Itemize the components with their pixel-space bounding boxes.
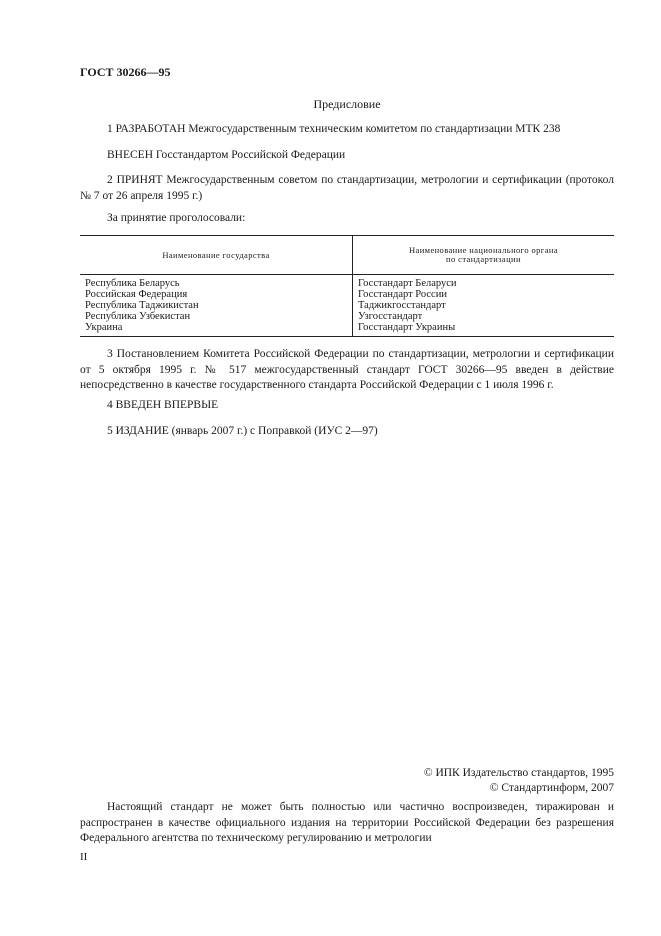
paragraph-submitted: ВНЕСЕН Госстандартом Российской Федерации	[107, 149, 346, 161]
body-cell: Госстандарт Беларуси	[358, 278, 457, 289]
table-header-row	[80, 236, 614, 275]
body-cell: Таджикгосстандарт	[358, 300, 446, 312]
copyright-line-standartinform: © Стандартинформ, 2007	[489, 781, 614, 794]
table-row	[80, 289, 614, 300]
column-header-state: Наименование государства	[80, 236, 353, 275]
voting-table	[80, 235, 614, 337]
state-cell: Республика Таджикистан	[80, 300, 353, 311]
table-row	[80, 311, 614, 322]
table-row	[80, 275, 614, 290]
column-header-body-line1: Наименование национального органа	[409, 245, 558, 256]
state-cell: Украина	[80, 322, 353, 337]
column-header-body-line2: по стандартизации	[446, 254, 521, 264]
paragraph-adopted: 2 ПРИНЯТ Межгосударственным советом по стандартизации, метрологии и сертификации (протокол № 7 от 26 апреля 1995 г.)	[80, 174, 614, 202]
foreword-title: Предисловие	[313, 97, 381, 111]
reproduction-notice: Настоящий стандарт не может быть полностью или частично воспроизведен, тиражирован и распространен в качестве официального издания на территории Российской Федерации без разрешения Федерального агентства по техническому регулированию и метрологии	[80, 801, 614, 845]
paragraph-introduced: 4 ВВЕДЕН ВПЕРВЫЕ	[107, 399, 219, 411]
copyright-line-publisher: © ИПК Издательство стандартов, 1995	[423, 767, 614, 779]
page-header: ГОСТ 30266—95	[80, 65, 171, 79]
state-cell: Российская Федерация	[80, 289, 353, 300]
state-cell: Республика Узбекистан	[80, 311, 353, 322]
body-cell: Госстандарт России	[358, 289, 447, 301]
paragraph-edition: 5 ИЗДАНИЕ (январь 2007 г.) с Поправкой (ИУС 2—97)	[107, 425, 378, 437]
paragraph-voted: За принятие проголосовали:	[107, 212, 246, 224]
table-row	[80, 300, 614, 311]
column-header-body	[353, 236, 615, 275]
body-cell: Госстандарт Украины	[353, 322, 615, 337]
page-number: II	[80, 851, 88, 863]
state-cell: Республика Беларусь	[80, 275, 353, 290]
table-row	[80, 322, 614, 337]
paragraph-developed: 1 РАЗРАБОТАН Межгосударственным техническим комитетом по стандартизации МТК 238	[107, 123, 561, 135]
body-cell: Узгосстандарт	[358, 311, 423, 323]
copyright-block	[424, 766, 614, 796]
paragraph-decree: 3 Постановлением Комитета Российской Федерации по стандартизации, метрологии и сертификации от 5 октября 1995 г. № 517 межгосударственный стандарт ГОСТ 30266—95 введен в действие непосредственно в качестве государственного стандарта Российской Федерации с 1 июля 1996 г.	[80, 348, 614, 392]
